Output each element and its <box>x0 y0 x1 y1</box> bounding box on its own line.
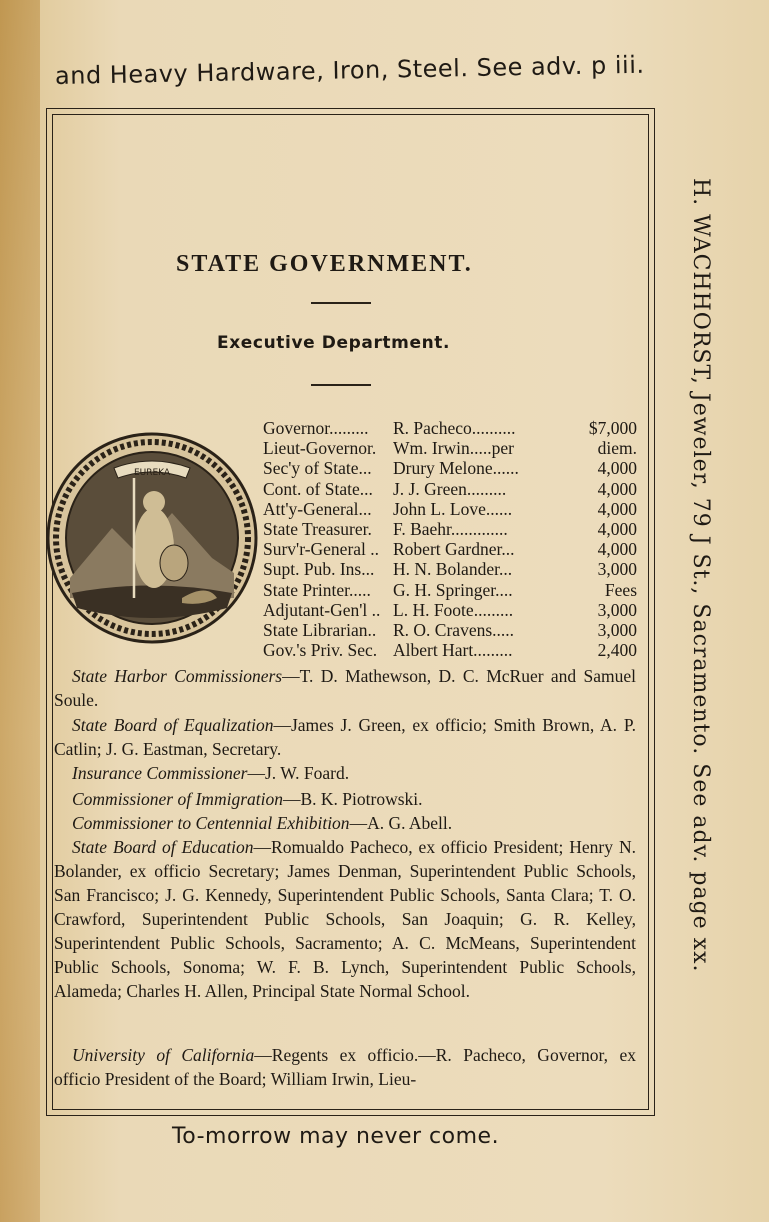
state-seal-image <box>42 428 262 648</box>
page-edge-stain <box>0 0 40 1222</box>
officer-name: L. H. Foote......... <box>393 599 514 620</box>
title-rule <box>311 302 371 304</box>
officer-salary: 3,000 <box>597 559 637 580</box>
officer-title: Surv'r-General .. <box>263 539 380 560</box>
seal-motto: EUREKA <box>133 468 171 478</box>
officer-row <box>263 438 637 458</box>
section-rule <box>311 384 371 386</box>
officer-salary: 4,000 <box>597 539 637 560</box>
officer-salary: diem. <box>597 438 637 459</box>
officer-salary: 4,000 <box>597 519 637 540</box>
body-paragraph <box>54 761 636 785</box>
officer-title: Adjutant-Gen'l .. <box>263 599 381 620</box>
officer-title: Governor......... <box>263 418 369 438</box>
paragraph-heading: Commissioner to Centennial Exhibition <box>72 813 350 833</box>
body-paragraph <box>54 664 636 712</box>
officer-salary: $7,000 <box>588 418 637 438</box>
officer-title: Supt. Pub. Ins... <box>263 559 375 580</box>
officer-name: Wm. Irwin.....per <box>393 438 515 459</box>
body-paragraph <box>54 787 636 811</box>
officer-name: R. O. Cravens..... <box>393 620 515 641</box>
body-paragraph <box>54 835 636 1003</box>
officer-title: Lieut-Governor. <box>263 438 377 459</box>
officer-title: State Librarian.. <box>263 620 377 641</box>
officer-name: F. Baehr............. <box>393 519 508 540</box>
officer-title: State Treasurer. <box>263 519 372 540</box>
officer-title: Sec'y of State... <box>263 458 372 479</box>
paragraph-body: —Regents ex officio.—R. Pacheco, Governor, ex officio President of the Board; William Irwin, Lieu- <box>54 1045 636 1089</box>
officer-name: Albert Hart......... <box>393 640 513 661</box>
paragraph-heading: Insurance Commissioner <box>72 763 248 783</box>
officer-title: Att'y-General... <box>263 498 372 519</box>
body-paragraph <box>54 1043 636 1091</box>
officer-row <box>263 418 637 438</box>
officer-row <box>263 620 637 640</box>
officer-row <box>263 600 637 620</box>
officer-name: Drury Melone...... <box>393 458 519 479</box>
paragraph-heading: State Board of Education <box>72 837 254 857</box>
paragraph-heading: State Harbor Commissioners <box>72 666 283 686</box>
officer-name: R. Pacheco.......... <box>393 418 516 438</box>
officer-salary: 4,000 <box>597 458 637 479</box>
footer-slogan: To-morrow may never come. <box>172 1124 500 1149</box>
officer-name: J. J. Green......... <box>393 478 507 499</box>
paragraph-body: —T. D. Mathewson, D. C. McRuer and Samuel Soule. <box>54 666 636 710</box>
officer-title: Gov.'s Priv. Sec. <box>263 640 378 661</box>
officer-row <box>263 519 637 539</box>
officer-salary: 3,000 <box>597 599 637 620</box>
body-paragraph <box>54 713 636 761</box>
officer-row <box>263 479 637 499</box>
officer-salary: 4,000 <box>597 478 637 499</box>
side-advertisement: H. WACHHORST, Jeweler, 79 J St., Sacramento. See adv. page xx. <box>688 178 713 973</box>
officer-row <box>263 458 637 478</box>
officer-salary: 3,000 <box>597 620 637 641</box>
header-advertisement: and Heavy Hardware, Iron, Steel. See adv. p iii. <box>54 50 645 90</box>
officer-name: G. H. Springer.... <box>393 579 513 600</box>
officer-name: John L. Love...... <box>393 498 513 519</box>
officers-table <box>263 418 637 660</box>
officer-salary: 2,400 <box>597 640 637 661</box>
officer-salary: Fees <box>604 579 637 600</box>
paragraph-body: —J. W. Foard. <box>247 763 350 783</box>
paragraph-body: —A. G. Abell. <box>349 813 453 833</box>
officer-row <box>263 539 637 559</box>
paragraph-body: —James J. Green, ex officio; Smith Brown, A. P. Catlin; J. G. Eastman, Secretary. <box>54 715 637 759</box>
officer-row <box>263 559 637 579</box>
paragraph-body: —Romualdo Pacheco, ex officio President; Henry N. Bolander, ex officio Secretary; James Denman, Superintendent Public Schools, San Francisco; J. G. Kennedy, Superintendent Public Schools, Santa Clara; T. O. Crawford, Superintendent Public Schools, San Joaquin; G. R. Kelley, Superintendent Public Schools, Sacramento; A. C. McMeans, Superintendent Public Schools, Sonoma; W. F. B. Lynch, Superintendent Public Schools, Alameda; Charles H. Allen, Principal State Normal School. <box>54 837 636 1001</box>
paragraph-heading: State Board of Equalization <box>72 715 274 735</box>
officer-title: State Printer..... <box>263 579 371 600</box>
paragraph-heading: Commissioner of Immigration <box>72 789 283 809</box>
officer-row <box>263 640 637 660</box>
section-heading: Executive Department. <box>217 333 451 353</box>
paragraph-heading: University of California <box>72 1045 255 1065</box>
officer-salary: 4,000 <box>597 498 637 519</box>
paragraph-body: —B. K. Piotrowski. <box>282 789 423 809</box>
officer-row <box>263 580 637 600</box>
page-title: STATE GOVERNMENT. <box>176 251 473 277</box>
officer-name: Robert Gardner... <box>393 539 515 560</box>
body-paragraph <box>54 811 636 835</box>
officer-name: H. N. Bolander... <box>393 559 513 580</box>
officer-row <box>263 499 637 519</box>
officer-title: Cont. of State... <box>263 478 373 499</box>
